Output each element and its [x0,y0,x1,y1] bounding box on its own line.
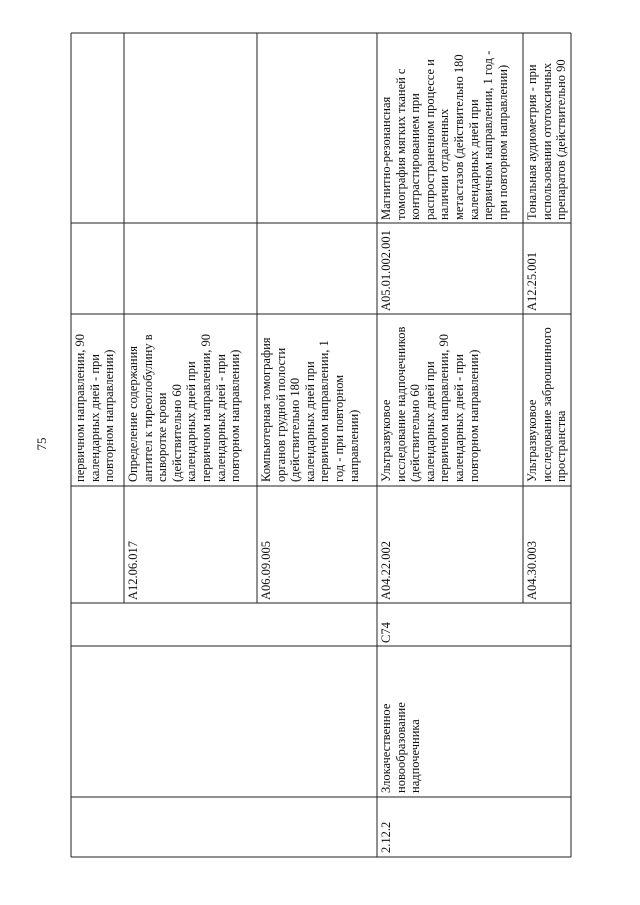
cell-s2-name [524,315,570,485]
text-line: Тональная аудиометрия - при [525,64,539,220]
text-line: надпочечника [408,719,423,793]
cell-diagnosis-name [378,647,570,796]
text-line: пространства [554,410,569,482]
text-line: при повторном направлении) [495,64,510,220]
text-line: календарных дней - при [87,354,102,482]
text-line: календарных дней при [422,361,437,482]
text-line: год - при повторном [331,374,346,482]
text-line: первичном направлении, 90 [198,333,213,482]
text-line: календарных дней при [466,99,481,220]
text-line: календарных дней при [184,361,199,482]
text-line: антител к тиреоглобулину в [140,334,155,482]
text-line: наличии отдаленных [437,108,452,220]
cell-s2-additional-code [524,224,570,314]
text-line: первичном направлении, 1 [317,340,332,482]
text-line: календарных дней при [302,361,317,482]
text-line: контрастированием при [408,93,423,220]
text-line: календарных дней - при [213,354,228,482]
text-line: Ультразвуковое [525,399,539,482]
text-line: направлении) [346,409,361,482]
text-line: календарных дней - при [451,354,466,482]
service-code: A04.30.003 [525,540,539,600]
text-line: Определение содержания [126,345,140,482]
text-line: томография мягких тканей с [393,68,408,220]
cell-row-number [378,798,570,856]
icd-code: C74 [379,622,393,643]
text-line: Магнитно-резонансная [379,96,393,220]
text-line: Злокачественное [379,703,393,793]
text-line: повторном направлении) [102,349,117,482]
cell-s2-code [524,487,570,603]
text-line: первичном направлении, 90 [437,333,452,482]
service-code: A12.25.001 [525,251,539,311]
text-line: сыворотке крови [155,392,170,482]
cell-r3-service-name [258,315,376,485]
service-code: A05.01.002.001 [379,230,393,311]
page-number: 75 [34,437,49,451]
cell-s2-additional-name [524,34,570,223]
cell-icd-code [378,604,570,646]
service-code: A06.09.005 [259,540,273,600]
text-line: использовании ототоксичных [539,62,554,220]
text-line: распространенном процессе и [422,59,437,220]
cell-r2-service-name [125,315,257,485]
text-line: исследование надпочечников [393,326,408,482]
text-line: органов грудной полости [273,347,288,482]
text-line: новообразование [393,702,408,793]
cell-s1-additional-name [378,34,523,223]
text-line: (действительно 60 [408,384,423,482]
text-line: (действительно 180 [288,377,303,482]
service-code: A04.22.002 [379,540,393,600]
cell-s1-name [378,315,523,485]
cell-s1-additional-code [378,224,523,314]
text-line: Ультразвуковое [379,399,393,482]
cell-s1-code [378,487,523,603]
text-line: первичном направлении, 90 [73,333,87,482]
text-line: метастазов (действительно 180 [451,54,466,220]
cell-r2-service-code [125,487,257,603]
cell-r3-service-code [258,487,376,603]
text-line: первичном направлении, 1 год - [481,50,496,220]
text-line: Компьютерная томография [259,337,273,482]
service-code: A12.06.017 [126,540,140,600]
text-line: повторном направлении) [466,349,481,482]
cell-r1-service-name [72,315,124,485]
text-line: препаратов (действительно 90 [554,59,569,220]
text-line: (действительно 60 [169,384,184,482]
row-number: 2.12.2 [379,821,393,853]
text-line: исследование забрюшинного [539,327,554,482]
text-line: повторном направлении) [228,349,243,482]
